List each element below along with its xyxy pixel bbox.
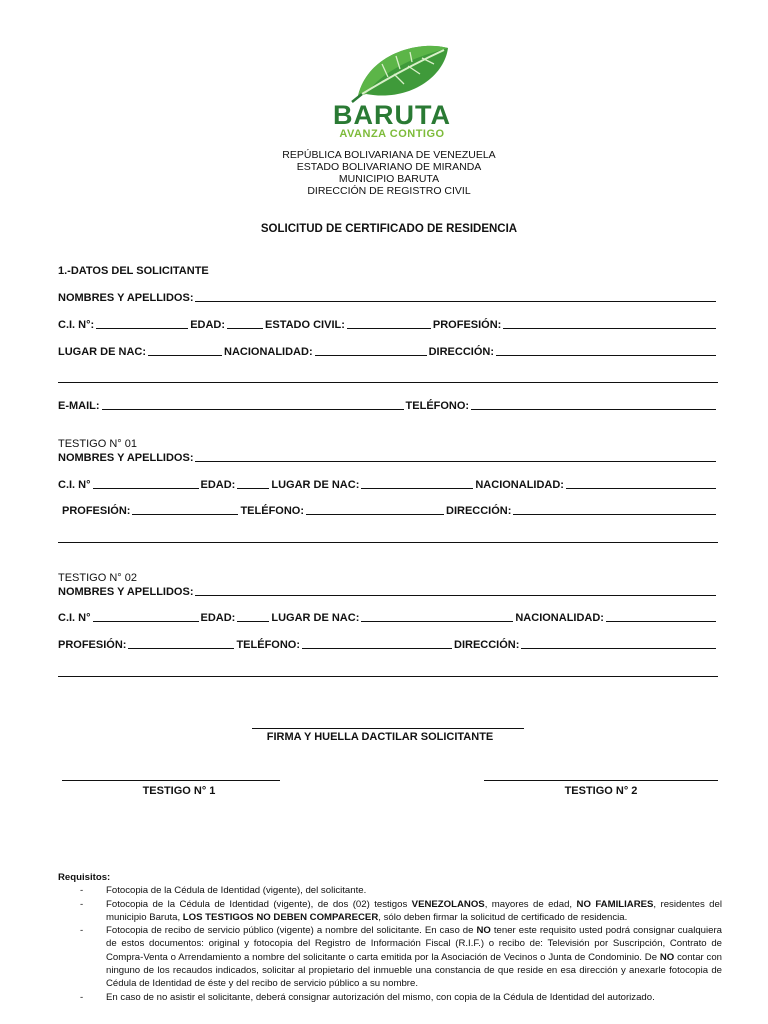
requisito-1-text: Fotocopia de la Cédula de Identidad (vigente), del solicitante. [106,885,367,897]
nombres-field[interactable] [195,594,716,596]
requisito-2-text: , sólo deben firmar la solicitud de certificado de residencia. [378,911,628,923]
nacionalidad-field[interactable] [606,620,716,622]
testigo1-nombres-row [58,450,718,464]
leaf-icon [348,44,452,104]
nacionalidad-field[interactable] [315,354,427,356]
firma-solicitante-label: FIRMA Y HUELLA DACTILAR SOLICITANTE [266,731,494,743]
testigo1-ci-row [58,477,718,491]
lugar-nac-label: LUGAR DE NAC: [271,479,360,491]
edad-field[interactable] [237,487,269,489]
document-title: SOLICITUD DE CERTIFICADO DE RESIDENCIA [260,223,518,235]
nacionalidad-label: NACIONALIDAD: [224,346,313,358]
lugar-nac-label: LUGAR DE NAC: [58,346,146,358]
firma-testigo2-line[interactable] [484,780,718,781]
profesion-field[interactable] [503,327,716,329]
nombres-field[interactable] [195,300,716,302]
profesion-field[interactable] [132,513,238,515]
ci-label: C.I. N°: [58,319,95,331]
ci-label: C.I. N° [58,479,91,491]
list-item [58,898,722,925]
profesion-label: PROFESIÓN: [432,319,502,331]
requisitos-section [58,871,722,1004]
direccion-label: DIRECCIÓN: [454,639,520,651]
telefono-label: TELÉFONO: [236,639,301,651]
testigo2-ci-row [58,610,718,624]
requisito-3-text: contar con ninguno de los recaudos indicados, solicitar al propietario del inmueble una constancia de que reside en esa dirección y anexarle fotocopia de Cédula de Identidad de éste y del recibo de servicio público a su nombre. [106,951,723,990]
edad-field[interactable] [227,327,263,329]
telefono-label: TELÉFONO: [240,505,305,517]
lugar-nac-label: LUGAR DE NAC: [271,612,360,624]
solicitante-nombres-row [58,290,718,304]
lugar-nac-field[interactable] [148,354,222,356]
telefono-field[interactable] [302,647,452,649]
testigo2-profesion-row [58,637,718,651]
firma-solicitante-line[interactable] [252,728,524,729]
header-line-2: ESTADO BOLIVARIANO DE MIRANDA [296,161,482,173]
profesion-label: PROFESIÓN: [58,639,127,651]
testigo1-heading: TESTIGO N° 01 [58,438,137,450]
header-line-1: REPÚBLICA BOLIVARIANA DE VENEZUELA [282,149,496,161]
testigo2-nombres-row [58,584,718,598]
brand-tagline: AVANZA CONTIGO [339,128,445,140]
ci-field[interactable] [96,327,188,329]
direccion-field[interactable] [496,354,716,356]
direccion-continuation-line[interactable] [58,382,718,383]
testigo1-heading-row [58,436,718,450]
nacionalidad-field[interactable] [566,487,716,489]
bullet-dash: - [80,925,84,937]
header-line-4: DIRECCIÓN DE REGISTRO CIVIL [307,185,471,197]
section-label: 1.-DATOS DEL SOLICITANTE [58,265,209,277]
solicitante-ci-row [58,317,718,331]
edad-label: EDAD: [200,479,236,491]
requisito-3-emphasis: NO [659,951,675,963]
list-item [58,884,722,897]
ci-field[interactable] [93,487,199,489]
telefono-field[interactable] [306,513,444,515]
profesion-label: PROFESIÓN: [62,505,131,517]
email-field[interactable] [102,408,404,410]
requisito-2-emphasis: VENEZOLANOS [411,898,485,910]
requisito-4-text: En caso de no asistir el solicitante, deberá consignar autorización del mismo, con copia de la Cédula de Identidad del autorizado. [106,991,655,1003]
header-line-3: MUNICIPIO BARUTA [338,173,440,185]
estado-civil-label: ESTADO CIVIL: [265,319,345,331]
profesion-field[interactable] [128,647,234,649]
requisitos-heading: Requisitos: [58,872,111,883]
nacionalidad-label: NACIONALIDAD: [515,612,604,624]
lugar-nac-field[interactable] [361,620,513,622]
estado-civil-field[interactable] [347,327,431,329]
testigo1-profesion-row [62,503,718,517]
list-item [58,924,722,990]
requisito-2-text: , residentes del municipio Baruta, [106,898,722,923]
testigo2-direccion-continuation-line[interactable] [58,676,718,677]
nombres-label: NOMBRES Y APELLIDOS: [58,452,194,464]
ci-label: C.I. N° [58,612,91,624]
edad-label: EDAD: [190,319,226,331]
nombres-label: NOMBRES Y APELLIDOS: [58,586,194,598]
nacionalidad-label: NACIONALIDAD: [475,479,564,491]
telefono-label: TELÉFONO: [405,400,470,412]
nombres-field[interactable] [195,460,716,462]
firma-testigo1-line[interactable] [62,780,280,781]
telefono-field[interactable] [471,408,716,410]
testigo2-heading-row [58,570,718,584]
requisito-3-text: Fotocopia de recibo de servicio público (vigente) a nombre del solicitante. En caso de [106,925,477,937]
section-heading-solicitante [58,263,718,277]
email-label: E-MAIL: [58,400,100,412]
edad-field[interactable] [237,620,269,622]
lugar-nac-field[interactable] [361,487,473,489]
requisito-3-text: tener este requisito usted podrá consignar cualquiera de estos documentos: original y fotocopia del Registro de Información Fiscal (R.I.F.) o recibo de: Televisión por Suscripción, Contrato de Compra-Venta o Arrendamiento a nombre del solicitante o carta emitida por la Asociación de Vecinos o Junta de Condominio. De [106,925,722,963]
bullet-dash: - [80,991,84,1003]
testigo1-direccion-continuation-line[interactable] [58,542,718,543]
solicitante-email-row [58,398,718,412]
requisito-2-text: , mayores de edad, [484,898,577,910]
direccion-field[interactable] [521,647,716,649]
solicitante-lugar-row [58,344,718,358]
list-item [58,991,722,1004]
testigo2-heading: TESTIGO N° 02 [58,572,137,584]
requisito-2-emphasis: LOS TESTIGOS NO DEBEN COMPARECER [182,911,379,923]
bullet-dash: - [80,898,84,910]
direccion-label: DIRECCIÓN: [428,346,494,358]
firma-testigo2-label: TESTIGO N° 2 [564,785,638,797]
direccion-field[interactable] [513,513,716,515]
requisito-2-text: Fotocopia de la Cédula de Identidad (vigente), de dos (02) testigos [106,898,412,910]
firma-testigo1-label: TESTIGO N° 1 [142,785,216,797]
baruta-logo [320,44,456,140]
requisito-3-emphasis: NO [476,925,491,937]
requisito-2-emphasis: NO FAMILIARES [576,898,654,910]
brand-name: BARUTA [333,100,451,130]
bullet-dash: - [80,885,84,897]
requisitos-list [58,884,722,1004]
ci-field[interactable] [93,620,199,622]
nombres-label: NOMBRES Y APELLIDOS: [58,292,194,304]
edad-label: EDAD: [200,612,236,624]
direccion-label: DIRECCIÓN: [446,505,512,517]
